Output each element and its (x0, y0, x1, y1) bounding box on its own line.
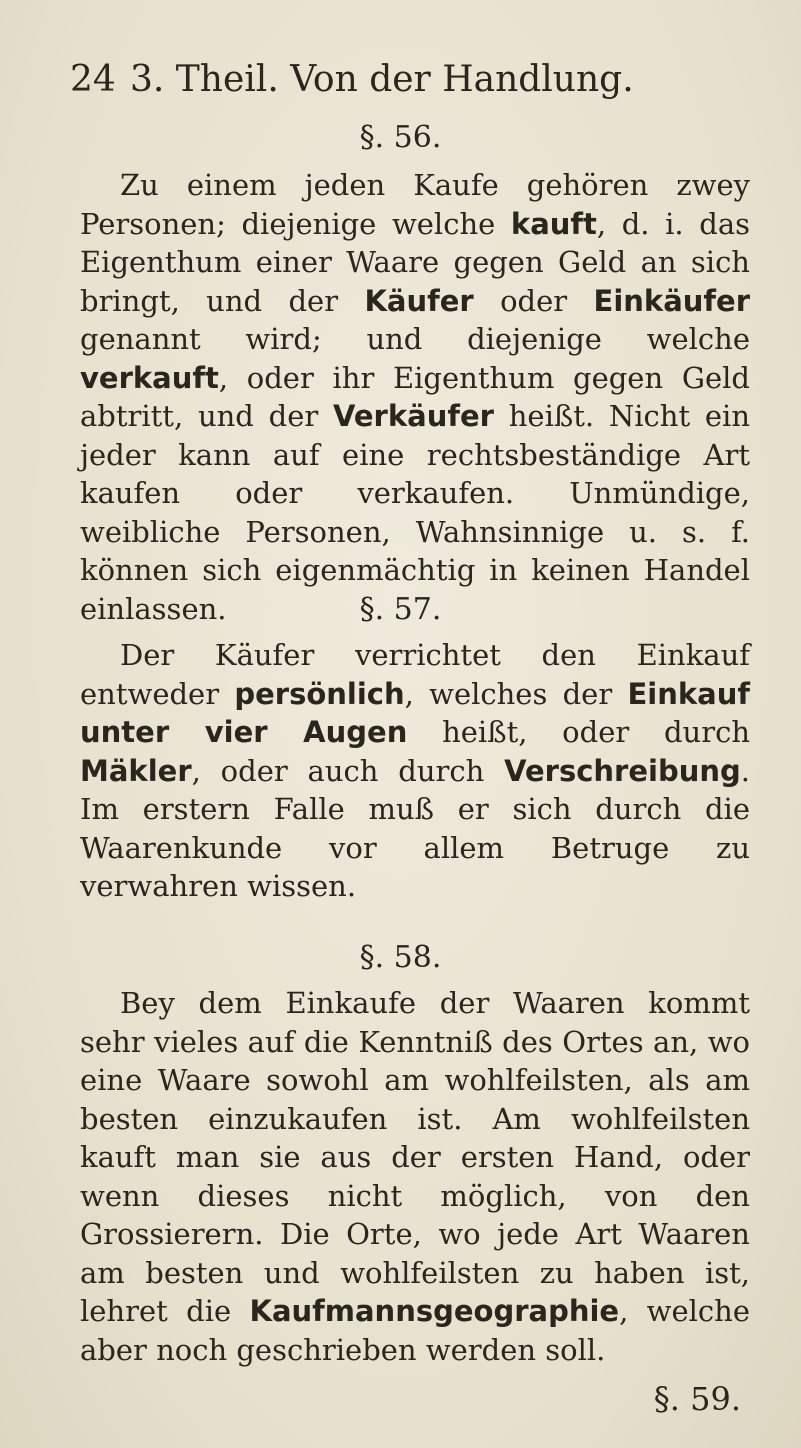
text-run: , welches der (404, 676, 628, 711)
emphasized-term: Verschreibung (504, 753, 741, 788)
text-run: heißt, oder durch (407, 715, 750, 749)
emphasized-term: Verkäufer (333, 399, 494, 433)
text-run: , d. i. das Eigenthum einer Waare gegen Geld an sich bringt, und der (80, 206, 750, 318)
section-heading: §. 58. (359, 940, 442, 975)
catchword: §. 59. (653, 1380, 741, 1418)
text-run: , oder auch durch (191, 753, 505, 788)
page-number: 24 (70, 59, 116, 100)
paragraph (80, 166, 750, 628)
section-heading: §. 56. (359, 120, 442, 155)
emphasized-term: Mäkler (80, 753, 192, 788)
text-run: Bey dem Einkaufe der Waaren kommt sehr vieles auf die Kenntniß des Ortes an, wo eine Waare sowohl am wohlfeilsten, als am besten einzukaufen ist. Am wohlfeilsten kauft man sie aus der ersten Hand, oder wenn dieses nicht möglich, von den Grossierern. Die Orte, wo jede Art Waaren am besten und wohlfeilsten zu haben ist, lehret die (80, 986, 750, 1328)
text-run: oder (473, 283, 594, 318)
emphasized-term: Käufer (364, 283, 474, 318)
emphasized-term: Einkäufer (593, 283, 750, 318)
text-run: genannt wird; und diejenige welche (80, 322, 750, 356)
text-run: , welche aber noch geschrieben werden soll. (80, 1294, 751, 1367)
emphasized-term: persönlich (234, 676, 405, 711)
text-run: heißt. Nicht ein jeder kann auf eine rechtsbeständige Art kaufen oder verkaufen. Unmündige, weibliche Personen, Wahnsinnige u. s. f. können sich eigenmächtig in keinen Handel einlassen. (80, 399, 750, 626)
running-head (70, 50, 741, 110)
emphasized-term: Einkauf unter vier Augen (80, 676, 750, 749)
running-title: 3. Theil. Von der Handlung. (130, 59, 634, 100)
emphasized-term: kauft (510, 206, 597, 241)
paragraph (80, 636, 750, 906)
emphasized-term: Kaufmannsgeographie (249, 1294, 620, 1328)
emphasized-term: verkauft (80, 360, 219, 395)
paragraph (80, 984, 750, 1369)
section-heading: §. 57. (359, 592, 442, 627)
text-run: , oder ihr Eigenthum gegen Geld abtritt, und der (80, 360, 750, 433)
text-run: Der Käufer verrichtet den Einkauf entweder (80, 638, 750, 711)
text-run: Zu einem jeden Kaufe gehören zwey Personen; diejenige welche (80, 168, 750, 241)
text-run: . Im erstern Falle muß er sich durch die Waarenkunde vor allem Betruge zu verwahren wissen. (80, 753, 750, 903)
